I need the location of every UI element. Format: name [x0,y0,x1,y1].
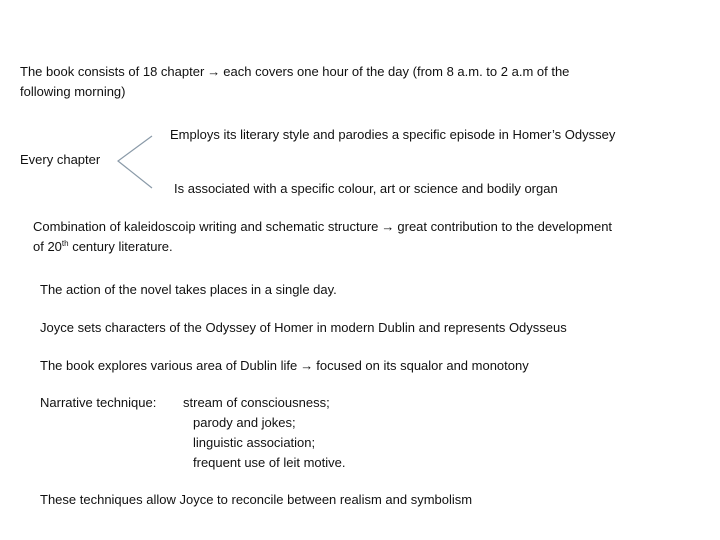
chapter-branch-bottom: Is associated with a specific colour, art or science and bodily organ [174,181,558,196]
arrow-right-icon: → [381,219,395,234]
narrative-item: frequent use of leit motive. [193,455,346,470]
combination-line-2-pre: of 20 [33,239,62,254]
intro-line-2: following morning) [20,84,126,99]
chapter-branch-top: Employs its literary style and parodies a specific episode in Homer’s Odyssey [170,127,616,142]
narrative-label: Narrative technique: [40,395,157,410]
combination-line-2 [33,237,173,257]
joyce-sets-text: Joyce sets characters of the Odyssey of Homer in modern Dublin and represents Odysseus [40,320,567,335]
combination-line-2-post: century literature. [68,239,173,254]
narrative-item: parody and jokes; [193,415,296,430]
action-text: The action of the novel takes places in a single day. [40,282,337,297]
intro-text-end: each covers one hour of the day (from 8 a.m. to 2 a.m of the [223,64,570,79]
combination-line-1 [33,217,612,237]
arrow-right-icon: → [207,64,221,79]
narrative-item: linguistic association; [193,435,316,450]
arrow-right-icon: → [300,358,314,373]
intro-text-start: The book consists of 18 chapter [20,64,205,79]
explores-line [40,356,529,376]
chapter-label: Every chapter [20,152,101,167]
combination-text-start: Combination of kaleidoscoip writing and schematic structure [33,219,379,234]
narrative-item: stream of consciousness; [183,395,330,410]
conclusion-text: These techniques allow Joyce to reconcile between realism and symbolism [40,492,473,507]
explores-text-start: The book explores various area of Dublin life [40,358,298,373]
explores-text-end: focused on its squalor and monotony [316,358,529,373]
combination-superscript: th [61,239,69,248]
combination-text-end: great contribution to the development [397,219,613,234]
